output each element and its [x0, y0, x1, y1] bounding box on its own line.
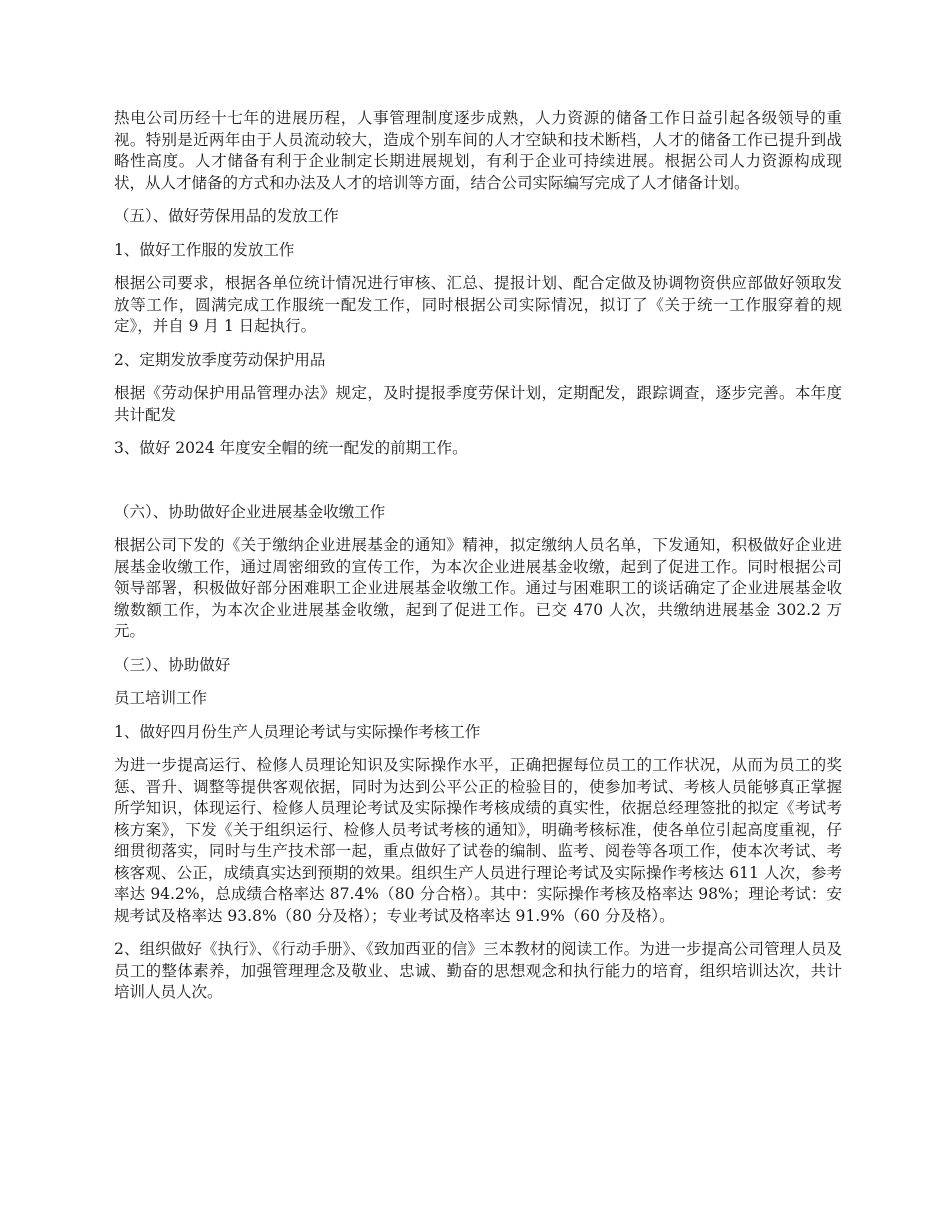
subheading-safety-helmets: 3、做好 2024 年度安全帽的统一配发的前期工作。: [114, 439, 468, 457]
section-heading-assist: （三）、协助做好: [114, 655, 231, 674]
section-heading-development-fund: （六）、协助做好企业进展基金收缴工作: [114, 502, 386, 521]
paragraph-quarterly-supplies: 根据《劳动保护用品管理办法》规定，及时提报季度劳保计划，定期配发，跟踪调查，逐步完善。本年度共计配发: [114, 384, 842, 424]
blank-spacer: [114, 472, 842, 502]
subheading-april-exams: 1、做好四月份生产人员理论考试与实际操作考核工作: [114, 722, 481, 741]
section-heading-protective-supplies: （五）、做好劳保用品的发放工作: [114, 207, 339, 225]
subheading-quarterly-supplies: 2、定期发放季度劳动保护用品: [114, 350, 326, 369]
paragraph-reading-program: 2、组织做好《执行》、《行动手册》、《致加西亚的信》三本教材的阅读工作。为进一步提高公司管理人员及员工的整体素养，加强管理理念及敬业、忠诚、勤奋的思想观念和执行能力的培育，组织培训达次，共计培训人员人次。: [114, 940, 842, 1001]
paragraph-exam-results: 为进一步提高运行、检修人员理论知识及实际操作水平，正确把握每位员工的工作状况，从而为员工的奖惩、晋升、调整等提供客观依据，同时为达到公平公正的检验目的，使参加考试、考核人员能够真正掌握所学知识，体现运行、检修人员理论考试及实际操作考核成绩的真实性，依据总经理签批的拟定《考试考核方案》，下发《关于组织运行、检修人员考试考核的通知》，明确考核标准，使各单位引起高度重视，仔细贯彻落实，同时与生产技术部一起，重点做好了试卷的编制、监考、阅卷等各项工作，使本次考试、考核客观、公正，成绩真实达到预期的效果。组织生产人员进行理论考试及实际操作考核达 611 人次，参考率达 94.2%，总成绩合格率达 87.4%（80 分合格）。其中：实际操作考核及格率达 98%；理论考试：安规考试及格率达 93.8%（80 分及格）；专业考试及格率达 91.9%（60 分及格）。: [114, 756, 842, 925]
section-heading-training: 员工培训工作: [114, 689, 208, 707]
paragraph-work-clothes: 根据公司要求，根据各单位统计情况进行审核、汇总、提报计划、配合定做及协调物资供应部做好领取发放等工作，圆满完成工作服统一配发工作，同时根据公司实际情况，拟订了《关于统一工作服穿着的规定》，并自 9 月 1 日起执行。: [114, 274, 842, 335]
paragraph-talent-reserve: 热电公司历经十七年的进展历程，人事管理制度逐步成熟，人力资源的储备工作日益引起各级领导的重视。特别是近两年由于人员流动较大，造成个别车间的人才空缺和技术断档，人才的储备工作已提升到战略性高度。人才储备有利于企业制定长期进展规划，有利于企业可持续进展。根据公司人力资源构成现状，从人才储备的方式和办法及人才的培训等方面，结合公司实际编写完成了人才储备计划。: [114, 109, 842, 192]
subheading-work-clothes: 1、做好工作服的发放工作: [114, 240, 295, 259]
document-body: [114, 108, 842, 1016]
paragraph-development-fund: 根据公司下发的《关于缴纳企业进展基金的通知》精神，拟定缴纳人员名单，下发通知，积极做好企业进展基金收缴工作，通过周密细致的宣传工作，为本次企业进展基金收缴，起到了促进工作。同时根据公司领导部署，积极做好部分困难职工企业进展基金收缴工作。通过与困难职工的谈话确定了企业进展基金收缴数额工作，为本次企业进展基金收缴，起到了促进工作。已交 470 人次，共缴纳进展基金 302.2 万元。: [114, 536, 842, 640]
